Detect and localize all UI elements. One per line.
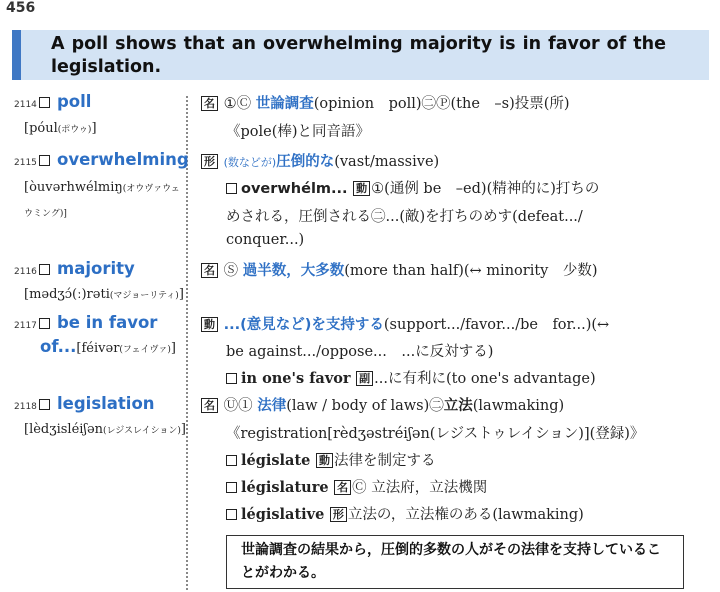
entry-header-poll	[14, 92, 91, 111]
definition-line: 名 Ⓢ 過半数，大多数(more than half)(↔ minority 少数)	[200, 259, 598, 280]
checkbox-icon	[226, 183, 237, 194]
derived-line: in one's favor 副 ...に有利に(to one's advantage)	[226, 367, 596, 388]
headword-legislation: legislation	[57, 394, 155, 413]
checkbox-icon	[226, 455, 237, 466]
pos-badge: 名	[201, 96, 218, 111]
definition-line: be against.../oppose... ...に反対する)	[226, 344, 494, 360]
headword-majority: majority	[57, 259, 135, 278]
pronunciation-majority: [mədʒɔ́(ː)rəti(マジョーリティ)]	[24, 287, 184, 302]
headword-poll: poll	[57, 92, 92, 111]
page-number: 456	[6, 0, 36, 16]
checkbox-icon	[39, 264, 50, 275]
definition-line: 《pole(棒)と同音語》	[226, 124, 371, 140]
entry-number: 2114	[14, 100, 37, 110]
definition-line: 形 (数などが)圧倒的な(vast/massive)	[200, 150, 439, 171]
derived-line: overwhélm... 動 ①(通例 be –ed)(精神的に)打ちの	[226, 177, 599, 198]
column-divider	[186, 96, 188, 590]
pronunciation-overwhelming: [òuvərhwélmiŋ(オウヴァウェ	[24, 180, 180, 195]
checkbox-icon	[39, 318, 50, 329]
headword-overwhelming: overwhelming	[57, 150, 189, 169]
checkbox-icon	[226, 373, 237, 384]
checkbox-icon	[39, 399, 50, 410]
example-sentence: A poll shows that an overwhelming majority is in favor of the legislation.	[51, 34, 666, 77]
derived-line: législate 動 法律を制定する	[226, 449, 435, 470]
pronunciation-overwhelming-cont: ウミング)]	[24, 209, 67, 219]
entry-header-overwhelming: 2115 overwhelming	[14, 150, 189, 169]
pronunciation-favor: [féivər(フェイヴァ)]	[76, 341, 176, 356]
checkbox-icon	[226, 509, 237, 520]
meaning: 世論調査	[255, 96, 314, 112]
checkbox-icon	[39, 155, 50, 166]
derived-line: législative 形 立法の，立法権のある(lawmaking)	[226, 503, 584, 524]
entry-header-be-in-favor: 2117 be in favor	[14, 313, 158, 332]
headword-be-in-favor: be in favor	[57, 313, 158, 332]
pronunciation-legislation: [lèdʒisléiʃən(レジスレイション)]	[24, 422, 186, 437]
definition-line: めされる，圧倒される㊁...(敵)を打ちのめす(defeat.../	[226, 209, 583, 225]
pronunciation-poll: [póul(ポウゥ)]	[24, 121, 97, 136]
definition-line: 名 Ⓤ① 法律(law / body of laws)㊁立法(lawmaking)	[200, 394, 564, 415]
checkbox-icon	[226, 482, 237, 493]
translation-box: 世論調査の結果から，圧倒的多数の人がその法律を支持していることがわかる。	[226, 535, 684, 589]
checkbox-icon	[39, 97, 50, 108]
definition-line: conquer...)	[226, 232, 305, 248]
definition-line: 動 ...(意見など)を支持する(support.../favor.../be for...)(↔	[200, 313, 609, 334]
derived-line: législature 名 Ⓒ 立法府，立法機関	[226, 476, 487, 497]
definition-line: 《registration[rèdʒəstréiʃən(レジストゥレイション)](登録)》	[226, 426, 645, 442]
headword-be-in-favor-cont: of...[féivər(フェイヴァ)]	[40, 337, 176, 356]
entry-header-majority: 2116 majority	[14, 259, 135, 278]
definition-line: 名 ①Ⓒ 世論調査(opinion poll)㊁Ⓟ(the –s)投票(所)	[200, 92, 570, 113]
entry-header-legislation: 2118 legislation	[14, 394, 155, 413]
